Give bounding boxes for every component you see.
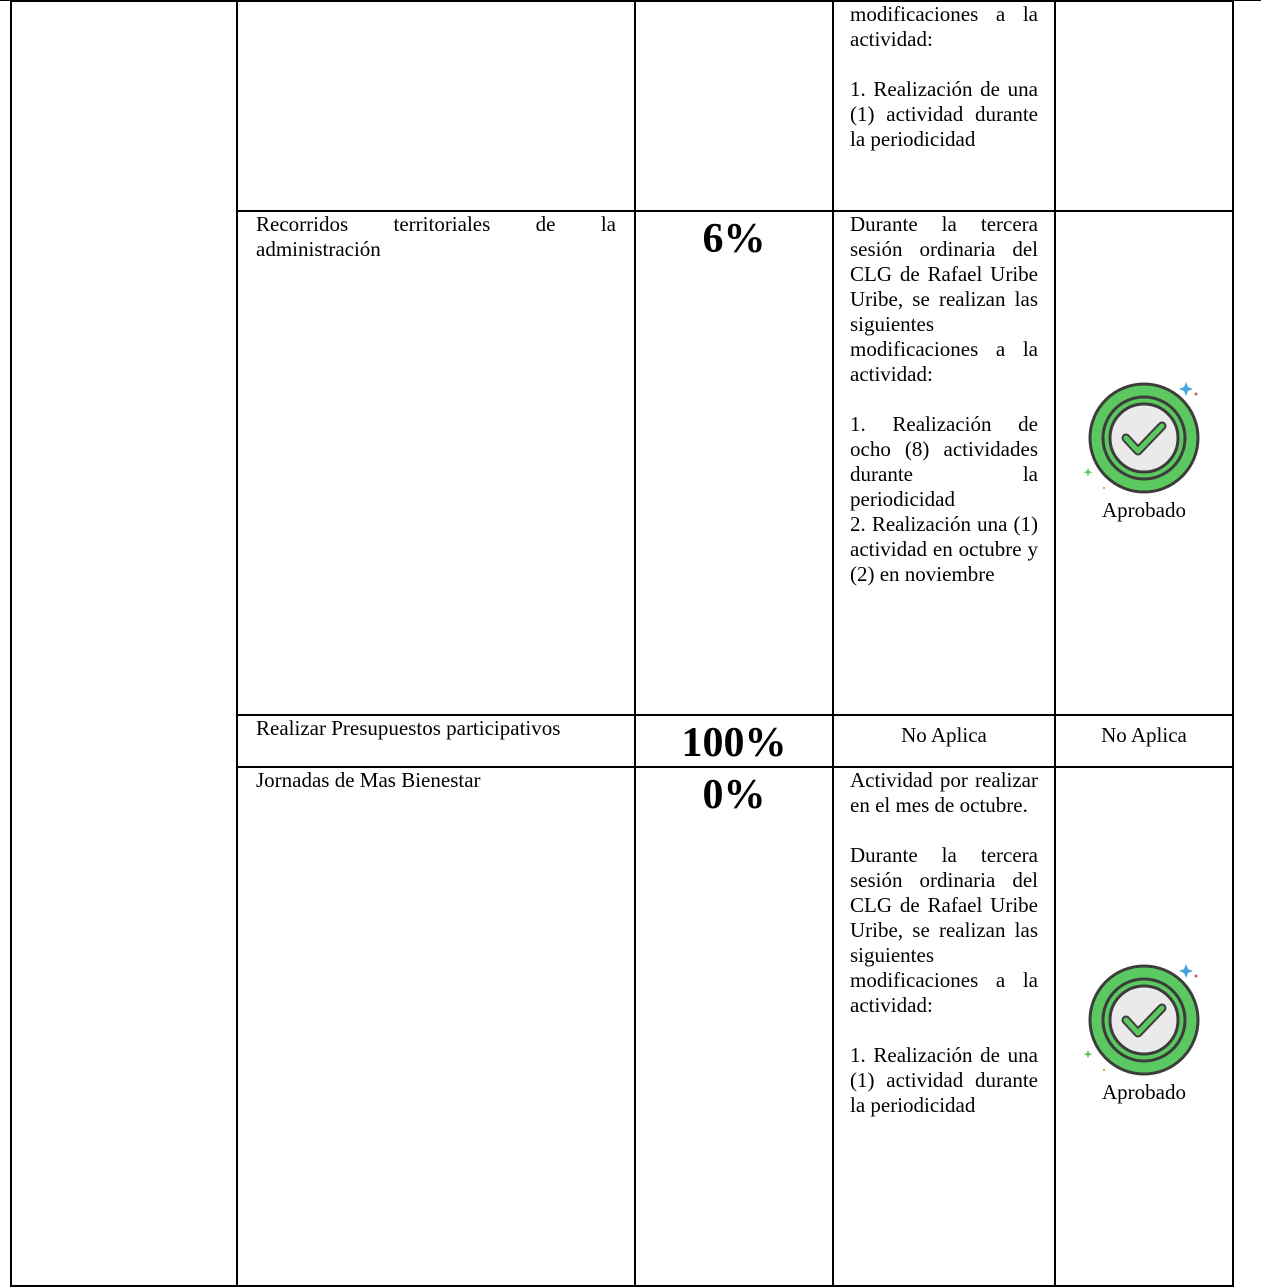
percent-cell — [635, 1, 833, 211]
activity-cell — [237, 1, 635, 211]
activity-name: Realizar Presupuestos participativos — [256, 716, 561, 740]
status-label: Aprobado — [1102, 498, 1186, 522]
description-cell — [833, 1, 1055, 211]
activity-table — [10, 0, 1234, 1287]
check-circle-icon — [1082, 962, 1206, 1078]
status-label: Aprobado — [1102, 1080, 1186, 1104]
category-cell — [11, 1, 237, 1286]
status-cell — [1055, 715, 1233, 767]
description-paragraph: 1. Realización de una (1) actividad durante la periodicidad — [850, 77, 1038, 151]
activity-name: Recorridos territoriales de la administración — [256, 212, 616, 261]
activity-cell — [237, 767, 635, 1286]
description-cell — [833, 211, 1055, 715]
check-circle-icon — [1082, 380, 1206, 496]
status-cell — [1055, 211, 1233, 715]
description-paragraph: 2. Realización una (1) actividad en octubre y (2) en noviembre — [850, 512, 1038, 586]
approved-badge — [1056, 962, 1232, 1105]
percent-cell — [635, 211, 833, 715]
percent-value: 100% — [681, 720, 787, 766]
table-row — [11, 1, 1233, 211]
description-paragraph: Durante la tercera sesión ordinaria del CLG de Rafael Uribe Uribe, se realizan las siguientes modificaciones a la actividad: — [850, 843, 1038, 1017]
description-paragraph: Durante la tercera sesión ordinaria del CLG de Rafael Uribe Uribe, se realizan las siguientes modificaciones a la actividad: — [850, 212, 1038, 386]
description-paragraph: 1. Realización de ocho (8) actividades durante la periodicidad — [850, 412, 1038, 511]
approved-badge — [1056, 380, 1232, 523]
percent-cell — [635, 715, 833, 767]
description-text — [834, 768, 1054, 1118]
description-text: No Aplica — [901, 723, 987, 747]
percent-value: 6% — [702, 216, 766, 262]
activity-cell — [237, 715, 635, 767]
status-label: No Aplica — [1101, 723, 1187, 747]
activity-cell — [237, 211, 635, 715]
activity-name: Jornadas de Mas Bienestar — [256, 768, 481, 792]
description-cell — [833, 715, 1055, 767]
description-paragraph: Actividad por realizar en el mes de octubre. — [850, 768, 1038, 817]
description-text — [834, 2, 1054, 152]
description-paragraph: modificaciones a la actividad: — [850, 2, 1038, 51]
description-text — [834, 212, 1054, 587]
description-cell — [833, 767, 1055, 1286]
description-paragraph: 1. Realización de una (1) actividad durante la periodicidad — [850, 1043, 1038, 1117]
status-cell — [1055, 1, 1233, 211]
percent-value: 0% — [702, 772, 766, 818]
percent-cell — [635, 767, 833, 1286]
status-cell — [1055, 767, 1233, 1286]
